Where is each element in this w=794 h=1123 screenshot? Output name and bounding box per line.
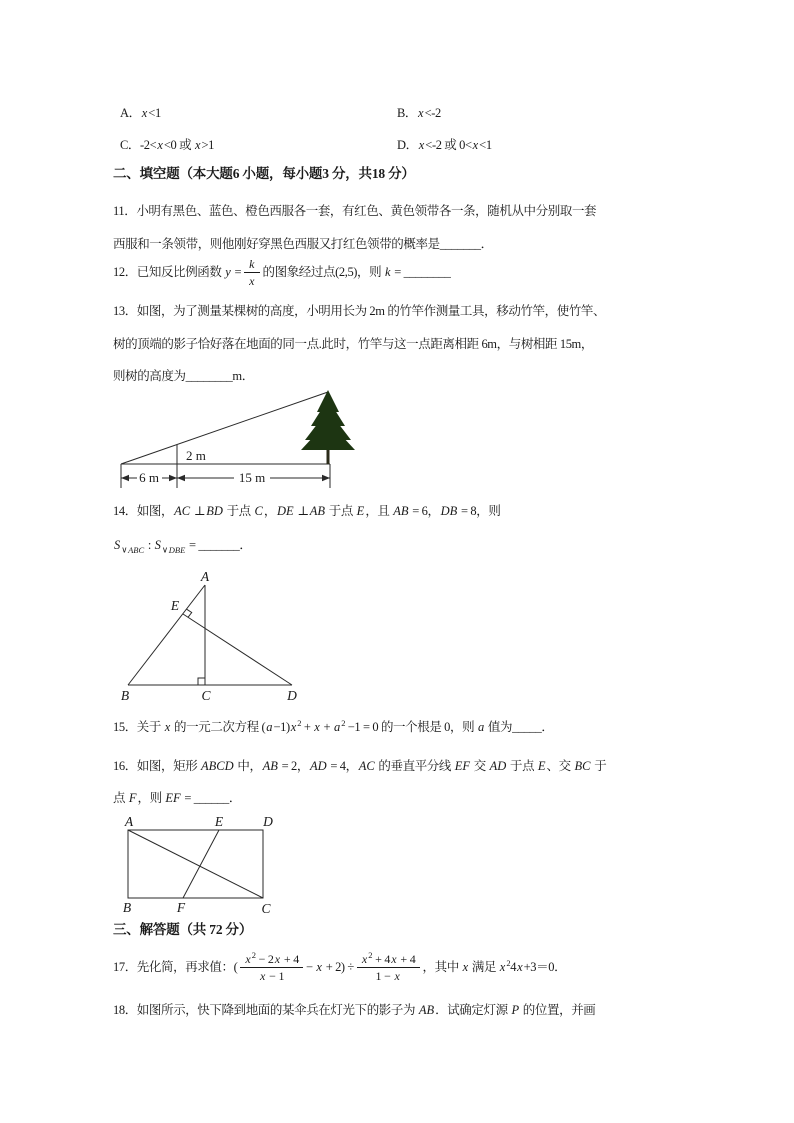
pole-height-label: 2 m xyxy=(186,448,206,463)
corner-label-b: B xyxy=(122,900,132,915)
corner-label-d: D xyxy=(263,814,273,829)
question-14-line-2: $S_{\vee ABC}$ : $S_{\vee DBE}$ = _______． xyxy=(114,538,252,555)
near-arrowhead-right xyxy=(169,475,177,481)
vertex-label-a: A xyxy=(200,569,210,584)
question-12 xyxy=(113,252,450,292)
question-14-line-1: 14．如图，AC ⊥BD 于点 C，DE ⊥AB 于点 E，且 AB = 6，DB = 8，则 xyxy=(113,504,501,518)
question-17-mid: − x + 2) ÷ xyxy=(306,960,354,974)
point-label-f: F xyxy=(176,900,186,915)
triangle-figure xyxy=(115,570,305,705)
question-16-line-2: 点 F，则 EF = ______． xyxy=(113,791,241,805)
section-fill-blank-header: 二、填空题（本大题6 小题，每小题3 分，共18 分） xyxy=(113,166,415,181)
sight-line xyxy=(121,392,328,464)
corner-label-a: A xyxy=(124,814,134,829)
question-18-line-1: 18．如图所示，快下降到地面的某伞兵在灯光下的影子为 AB．试确定灯源 P 的位置，并画 xyxy=(113,1003,596,1017)
option-c: C．-2<x<0 或 x>1 xyxy=(120,138,214,152)
segment-ed xyxy=(183,614,292,685)
fraction-2 xyxy=(357,949,420,983)
question-13-line-2: 树的顶端的影子恰好落在地面的同一点.此时，竹竿与这一点距离相距 6m，与树相距 15m， xyxy=(113,337,593,351)
question-11-line-2: 西服和一条领带，则他刚好穿黑色西服又打红色领带的概率是_______． xyxy=(113,237,493,251)
right-angle-mark-e xyxy=(187,609,192,617)
question-17-pre: 17．先化简，再求值：( xyxy=(113,960,238,974)
diagonal-ac xyxy=(128,830,263,898)
question-12-pre: 12．已知反比例函数 y = xyxy=(113,265,242,279)
fraction-denominator: x xyxy=(249,273,255,288)
fraction-1-numerator: $x^2 - 2x + 4$ xyxy=(240,952,303,968)
right-angle-mark-c xyxy=(198,678,205,685)
option-d: D．x<-2 或 0<x<1 xyxy=(397,138,492,152)
question-16-line-1: 16．如图，矩形 ABCD 中，AB = 2，AD = 4，AC 的垂直平分线 EF 交 AD 于点 E、交 BC 于 xyxy=(113,759,607,773)
question-17-post: ，其中 x 满足 $x^24x+3=0$． xyxy=(422,957,567,974)
question-13-line-3: 则树的高度为________m． xyxy=(113,369,254,383)
far-distance-label: 15 m xyxy=(238,470,266,485)
section-answer-header: 三、解答题（共 72 分） xyxy=(113,922,253,937)
near-arrowhead-left xyxy=(121,475,129,481)
corner-label-c: C xyxy=(261,901,271,916)
question-17 xyxy=(113,944,566,990)
vertex-label-c: C xyxy=(201,688,211,703)
option-b: B．x<-2 xyxy=(397,106,441,120)
fraction-numerator: k xyxy=(244,257,259,273)
fraction-2-denominator: 1 − x xyxy=(375,968,400,983)
fraction-k-over-x xyxy=(244,257,259,288)
vertex-label-b: B xyxy=(120,688,130,703)
side-ba xyxy=(128,585,205,685)
tree-illustration xyxy=(301,390,355,464)
tree-shadow-figure xyxy=(108,388,358,494)
rectangle-figure xyxy=(118,815,278,915)
question-13-line-1: 13．如图，为了测量某棵树的高度，小明用长为 2m 的竹竿作测量工具，移动竹竿，使竹竿、 xyxy=(113,304,606,318)
fraction-2-numerator: $x^2 + 4x + 4$ xyxy=(357,952,420,968)
fraction-1-denominator: x − 1 xyxy=(260,968,285,983)
point-label-e: E xyxy=(214,814,224,829)
question-11-line-1: 11．小明有黑色、蓝色、橙色西服各一套，有红色、黄色领带各一条，随机从中分别取一套 xyxy=(113,204,597,218)
question-15: 15．关于 x 的一元二次方程 $(a-1)x^2 + x + a^2 -1 = 0$ 的一个根是 0，则 a 值为_____． xyxy=(113,717,554,734)
fraction-1 xyxy=(240,949,303,983)
far-arrowhead-right xyxy=(322,475,330,481)
question-12-post: 的图象经过点(2,5)，则 k = ________ xyxy=(262,265,451,279)
near-distance-label: 6 m xyxy=(139,470,159,485)
option-a: A．x<1 xyxy=(120,106,161,120)
segment-ef xyxy=(183,830,219,898)
far-arrowhead-left xyxy=(177,475,185,481)
vertex-label-e: E xyxy=(170,598,180,613)
vertex-label-d: D xyxy=(287,688,297,703)
